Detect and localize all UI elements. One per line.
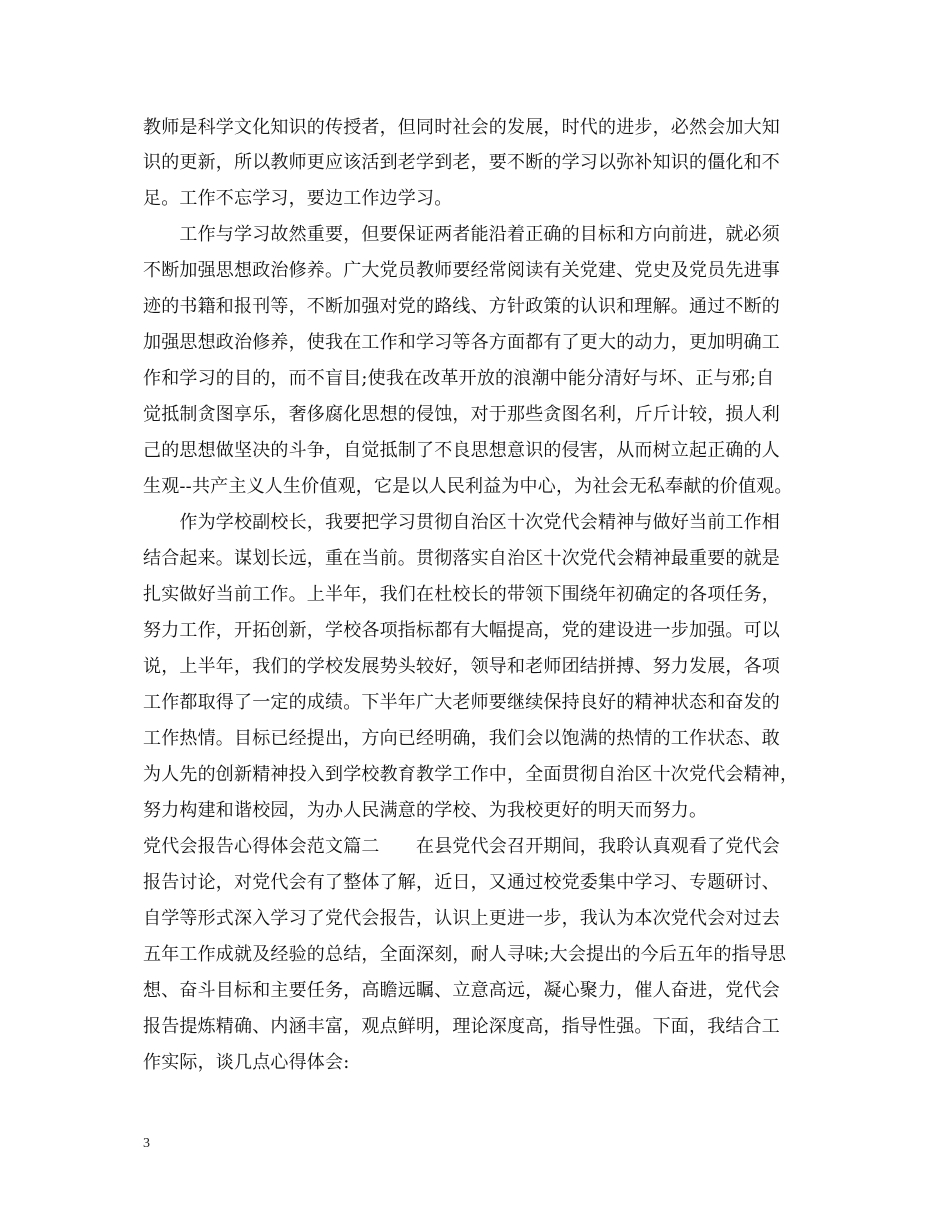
text-line: 作实际，谈几点心得体会:	[143, 1052, 350, 1073]
page-number: 3	[143, 1136, 150, 1151]
text-line: 自学等形式深入学习了党代会报告，认识上更进一步，我认为本次党代会对过去	[143, 908, 780, 929]
text-line: 努力工作，开拓创新，学校各项指标都有大幅提高，党的建设进一步加强。可以	[143, 620, 780, 641]
text-line: 结合起来。谋划长远，重在当前。贯彻落实自治区十次党代会精神最重要的就是	[143, 548, 780, 569]
text-line: 为人先的创新精神投入到学校教育教学工作中，全面贯彻自治区十次党代会精神，	[143, 764, 799, 785]
text-line: 说，上半年，我们的学校发展势头较好，领导和老师团结拼搏、努力发展，各项	[143, 656, 780, 677]
text-line: 足。工作不忘学习，要边工作边学习。	[143, 188, 453, 209]
text-line: 扎实做好当前工作。上半年，我们在杜校长的带领下围绕年初确定的各项任务，	[143, 584, 780, 605]
text-line: 作和学习的目的，而不盲目;使我在改革开放的浪潮中能分清好与坏、正与邪;自	[143, 368, 775, 389]
text-line: 工作热情。目标已经提出，方向已经明确，我们会以饱满的热情的工作状态、敢	[143, 728, 780, 749]
text-line: 迹的书籍和报刊等，不断加强对党的路线、方针政策的认识和理解。通过不断的	[143, 296, 780, 317]
text-line: 想、奋斗目标和主要任务，高瞻远瞩、立意高远，凝心聚力，催人奋进，党代会	[143, 980, 780, 1001]
text-line: 加强思想政治修养，使我在工作和学习等各方面都有了更大的动力，更加明确工	[143, 332, 780, 353]
text-line: 报告提炼精确、内涵丰富，观点鲜明，理论深度高，指导性强。下面，我结合工	[143, 1016, 780, 1037]
text-line: 识的更新，所以教师更应该活到老学到老，要不断的学习以弥补知识的僵化和不	[143, 152, 780, 173]
text-line: 作为学校副校长，我要把学习贯彻自治区十次党代会精神与做好当前工作相	[143, 512, 780, 533]
text-line: 五年工作成就及经验的总结，全面深刻，耐人寻味;大会提出的今后五年的指导思	[143, 944, 787, 965]
text-line: 工作都取得了一定的成绩。下半年广大老师要继续保持良好的精神状态和奋发的	[143, 692, 780, 713]
text-line: 努力构建和谐校园，为办人民满意的学校、为我校更好的明天而努力。	[143, 800, 708, 821]
text-line: 党代会报告心得体会范文篇二 在县党代会召开期间，我聆认真观看了党代会	[143, 836, 780, 857]
text-line: 觉抵制贪图享乐，奢侈腐化思想的侵蚀，对于那些贪图名利，斤斤计较，损人利	[143, 404, 780, 425]
text-line: 教师是科学文化知识的传授者，但同时社会的发展，时代的进步，必然会加大知	[143, 117, 780, 138]
text-line: 己的思想做坚决的斗争，自觉抵制了不良思想意识的侵害，从而树立起正确的人	[143, 440, 780, 461]
text-line: 报告讨论，对党代会有了整体了解，近日，又通过校党委集中学习、专题研讨、	[143, 872, 780, 893]
text-line: 生观--共产主义人生价值观，它是以人民利益为中心，为社会无私奉献的价值观。	[143, 476, 793, 497]
text-line: 不断加强思想政治修养。广大党员教师要经常阅读有关党建、党史及党员先进事	[143, 260, 780, 281]
text-line: 工作与学习故然重要，但要保证两者能沿着正确的目标和方向前进，就必须	[143, 224, 780, 245]
